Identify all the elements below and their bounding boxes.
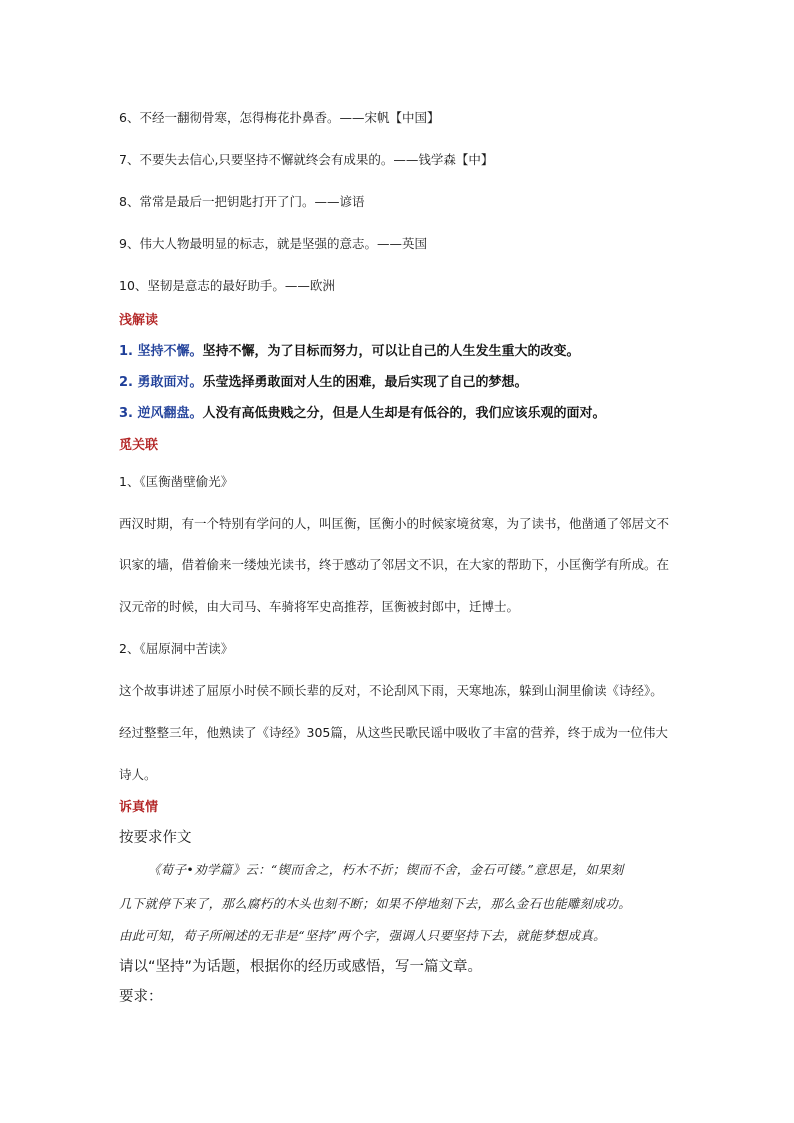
task-line-3: 由此可知，荀子所阐述的无非是“坚持”两个字，强调人只要坚持下去，就能梦想成真。: [119, 928, 606, 943]
analysis-item-2-title: 2. 勇敢面对。: [119, 375, 203, 390]
analysis-item-1-text: 坚持不懈，为了目标而努力，可以让自己的人生发生重大的改变。: [202, 344, 580, 359]
analysis-item-3: [119, 406, 606, 422]
analysis-item-1-title: 1. 坚持不懈。: [119, 344, 203, 359]
requirement-label: 要求：: [119, 989, 163, 1005]
quote-9: 9、伟大人物最明显的标志，就是坚强的意志。——英国: [119, 236, 427, 251]
section-feelings-heading: 诉真情: [119, 800, 159, 815]
story-2-title: 2、《屈原洞中苦读》: [119, 641, 234, 656]
quote-8: 8、常常是最后一把钥匙打开了门。——谚语: [119, 194, 365, 209]
story-1-line-3: 汉元帝的时候，由大司马、车骑将军史高推荐，匡衡被封郎中，迁博士。: [119, 599, 520, 614]
story-1-line-2: 识家的墙，借着偷来一缕烛光读书，终于感动了邻居文不识，在大家的帮助下，小匡衡学有所成。在: [119, 557, 670, 572]
story-2-line-3: 诗人。: [119, 767, 157, 782]
analysis-item-3-text: 人没有高低贵贱之分，但是人生却是有低谷的，我们应该乐观的面对。: [202, 406, 606, 421]
story-2-line-1: 这个故事讲述了屈原小时侯不顾长辈的反对，不论刮风下雨，天寒地冻，躲到山洞里偷读《诗经》。: [119, 683, 663, 698]
quote-6: 6、不经一翻彻骨寒，怎得梅花扑鼻香。——宋帆【中国】: [119, 110, 440, 125]
story-1-line-1: 西汉时期，有一个特别有学问的人，叫匡衡，匡衡小的时候家境贫寒，为了读书，他凿通了邻居文不: [119, 516, 670, 531]
analysis-item-2: [119, 375, 528, 391]
analysis-item-3-title: 3. 逆风翻盘。: [119, 406, 203, 421]
task-title: 按要求作文: [119, 830, 192, 846]
section-links-heading: 觅关联: [119, 438, 159, 453]
quote-10: 10、坚韧是意志的最好助手。——欧洲: [119, 278, 335, 293]
story-2-line-2: 经过整整三年，他熟读了《诗经》305篇，从这些民歌民谣中吸收了丰富的营养，终于成为一位伟大: [119, 725, 668, 740]
task-line-1: 《荀子•劝学篇》云：“锲而舍之，朽木不折；锲而不舍，金石可镂。”意思是，如果刻: [148, 862, 624, 877]
analysis-item-1: [119, 344, 580, 360]
essay-prompt: 请以“坚持”为话题，根据你的经历或感悟，写一篇文章。: [119, 959, 483, 975]
analysis-item-2-text: 乐莹选择勇敢面对人生的困难，最后实现了自己的梦想。: [202, 375, 528, 390]
story-1-title: 1、《匡衡凿壁偷光》: [119, 474, 234, 489]
quote-7: 7、不要失去信心,只要坚持不懈就终会有成果的。——钱学森【中】: [119, 152, 494, 167]
task-line-2: 几下就停下来了，那么腐朽的木头也刻不断；如果不停地刻下去，那么金石也能雕刻成功。: [119, 896, 632, 911]
section-analysis-heading: 浅解读: [119, 313, 159, 328]
